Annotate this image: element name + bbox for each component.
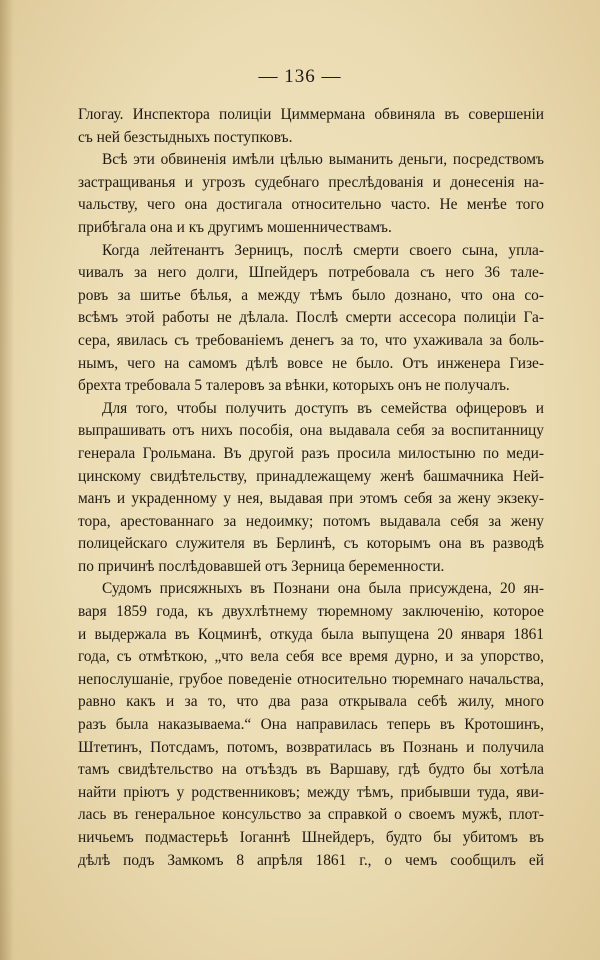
text-line: выпрашивать отъ нихъ пособія, она выдавала себя за воспитанницу <box>78 422 544 440</box>
text-line: брехта требовала 5 талеровъ за вѣнки, которыхъ онъ не получалъ. <box>78 377 510 395</box>
text-line: Когда лейтенантъ Зерницъ, послѣ смерти своего сына, упла- <box>102 241 544 259</box>
body-text <box>78 104 544 872</box>
text-line: всѣмъ этой работы не дѣлала. Послѣ смерти ассесора полиціи Га- <box>78 309 544 327</box>
text-line: Штетинъ, Потсдамъ, потомъ, возвратилась въ Познань и получила <box>78 738 544 756</box>
text-line: чальству, чего она достигала относительно часто. Не менѣе того <box>78 196 544 214</box>
text-line: дѣлѣ подъ Замкомъ 8 апрѣля 1861 г., о чемъ сообщилъ ей <box>78 851 544 869</box>
text-line: Всѣ эти обвиненія имѣли цѣлью выманить деньги, посредствомъ <box>102 151 544 169</box>
text-line: прибѣгала она и къ другимъ мошенничествамъ. <box>78 218 392 236</box>
text-line: непослушаніе, грубое поведеніе относительно тюремнаго начальства, <box>78 670 544 688</box>
text-line: варя 1859 года, къ двухлѣтнему тюремному заключенію, которое <box>78 603 544 621</box>
text-line: Глогау. Инспектора полиціи Циммермана обвиняла въ совершеніи <box>78 106 544 123</box>
page-number: — 136 — <box>258 66 342 87</box>
text-line: нымъ, чего на самомъ дѣлѣ вовсе не было. Отъ инженера Гизе- <box>78 354 544 372</box>
text-line: ровъ за шитье бѣлья, а между тѣмъ было дознано, что она со- <box>78 286 544 304</box>
text-line: застращиванья и угрозъ судебнаго преслѣдованія и донесенія на- <box>78 173 544 191</box>
text-line: разъ была наказываема.“ Она направилась теперь въ Кротошинъ, <box>78 716 544 734</box>
text-line: лась въ генеральное консульство за справкой о своемъ мужѣ, плот- <box>78 806 544 824</box>
text-line: ничьемъ подмастерьѣ Іоганнѣ Шнейдеръ, будто бы убитомъ въ <box>78 829 544 846</box>
text-line: Для того, чтобы получить доступъ въ семейства офицеровъ и <box>102 399 544 417</box>
text-line: цинскому свидѣтельству, принадлежащему женѣ башмачника Ней- <box>78 467 544 485</box>
text-line: тора, арестованнаго за недоимку; потомъ выдавала себя за жену <box>78 512 544 530</box>
text-line: полицейскаго служителя въ Берлинѣ, съ которымъ она въ разводѣ <box>78 535 544 553</box>
text-line: равно какъ и за то, что два раза открывала себѣ жилу, много <box>78 693 544 711</box>
page-edge-shadow <box>0 0 14 960</box>
text-line: найти пріютъ у родственниковъ; между тѣмъ, прибывши туда, яви- <box>78 783 544 801</box>
text-line: генерала Грольмана. Въ другой разъ просила милостыню по меди- <box>78 444 544 462</box>
text-line: по причинѣ послѣдовавшей отъ Зерницa беременности. <box>78 557 445 575</box>
text-line: и выдержала въ Коцминѣ, откуда была выпущена 20 января 1861 <box>78 625 544 643</box>
text-line: Судомъ присяжныхъ въ Познани она была присуждена, 20 ян- <box>102 580 544 598</box>
text-line: манъ и украденному у нея, выдавая при этомъ себя за жену экзеку- <box>78 490 544 508</box>
text-line: чивалъ за него долги, Шпейдеръ потребовала съ него 36 тале- <box>78 264 544 282</box>
text-line: съ ней безстыдныхъ поступковъ. <box>78 128 293 146</box>
text-line: года, съ отмѣткою, „что вела себя все время дурно, и за упорство, <box>78 648 544 666</box>
text-line: сера, явилась съ требованіемъ денегъ за то, что ухаживала за боль- <box>78 331 544 349</box>
text-line: тамъ свидѣтельство на отъѣздъ въ Варшаву, гдѣ будто бы хотѣла <box>78 761 544 779</box>
